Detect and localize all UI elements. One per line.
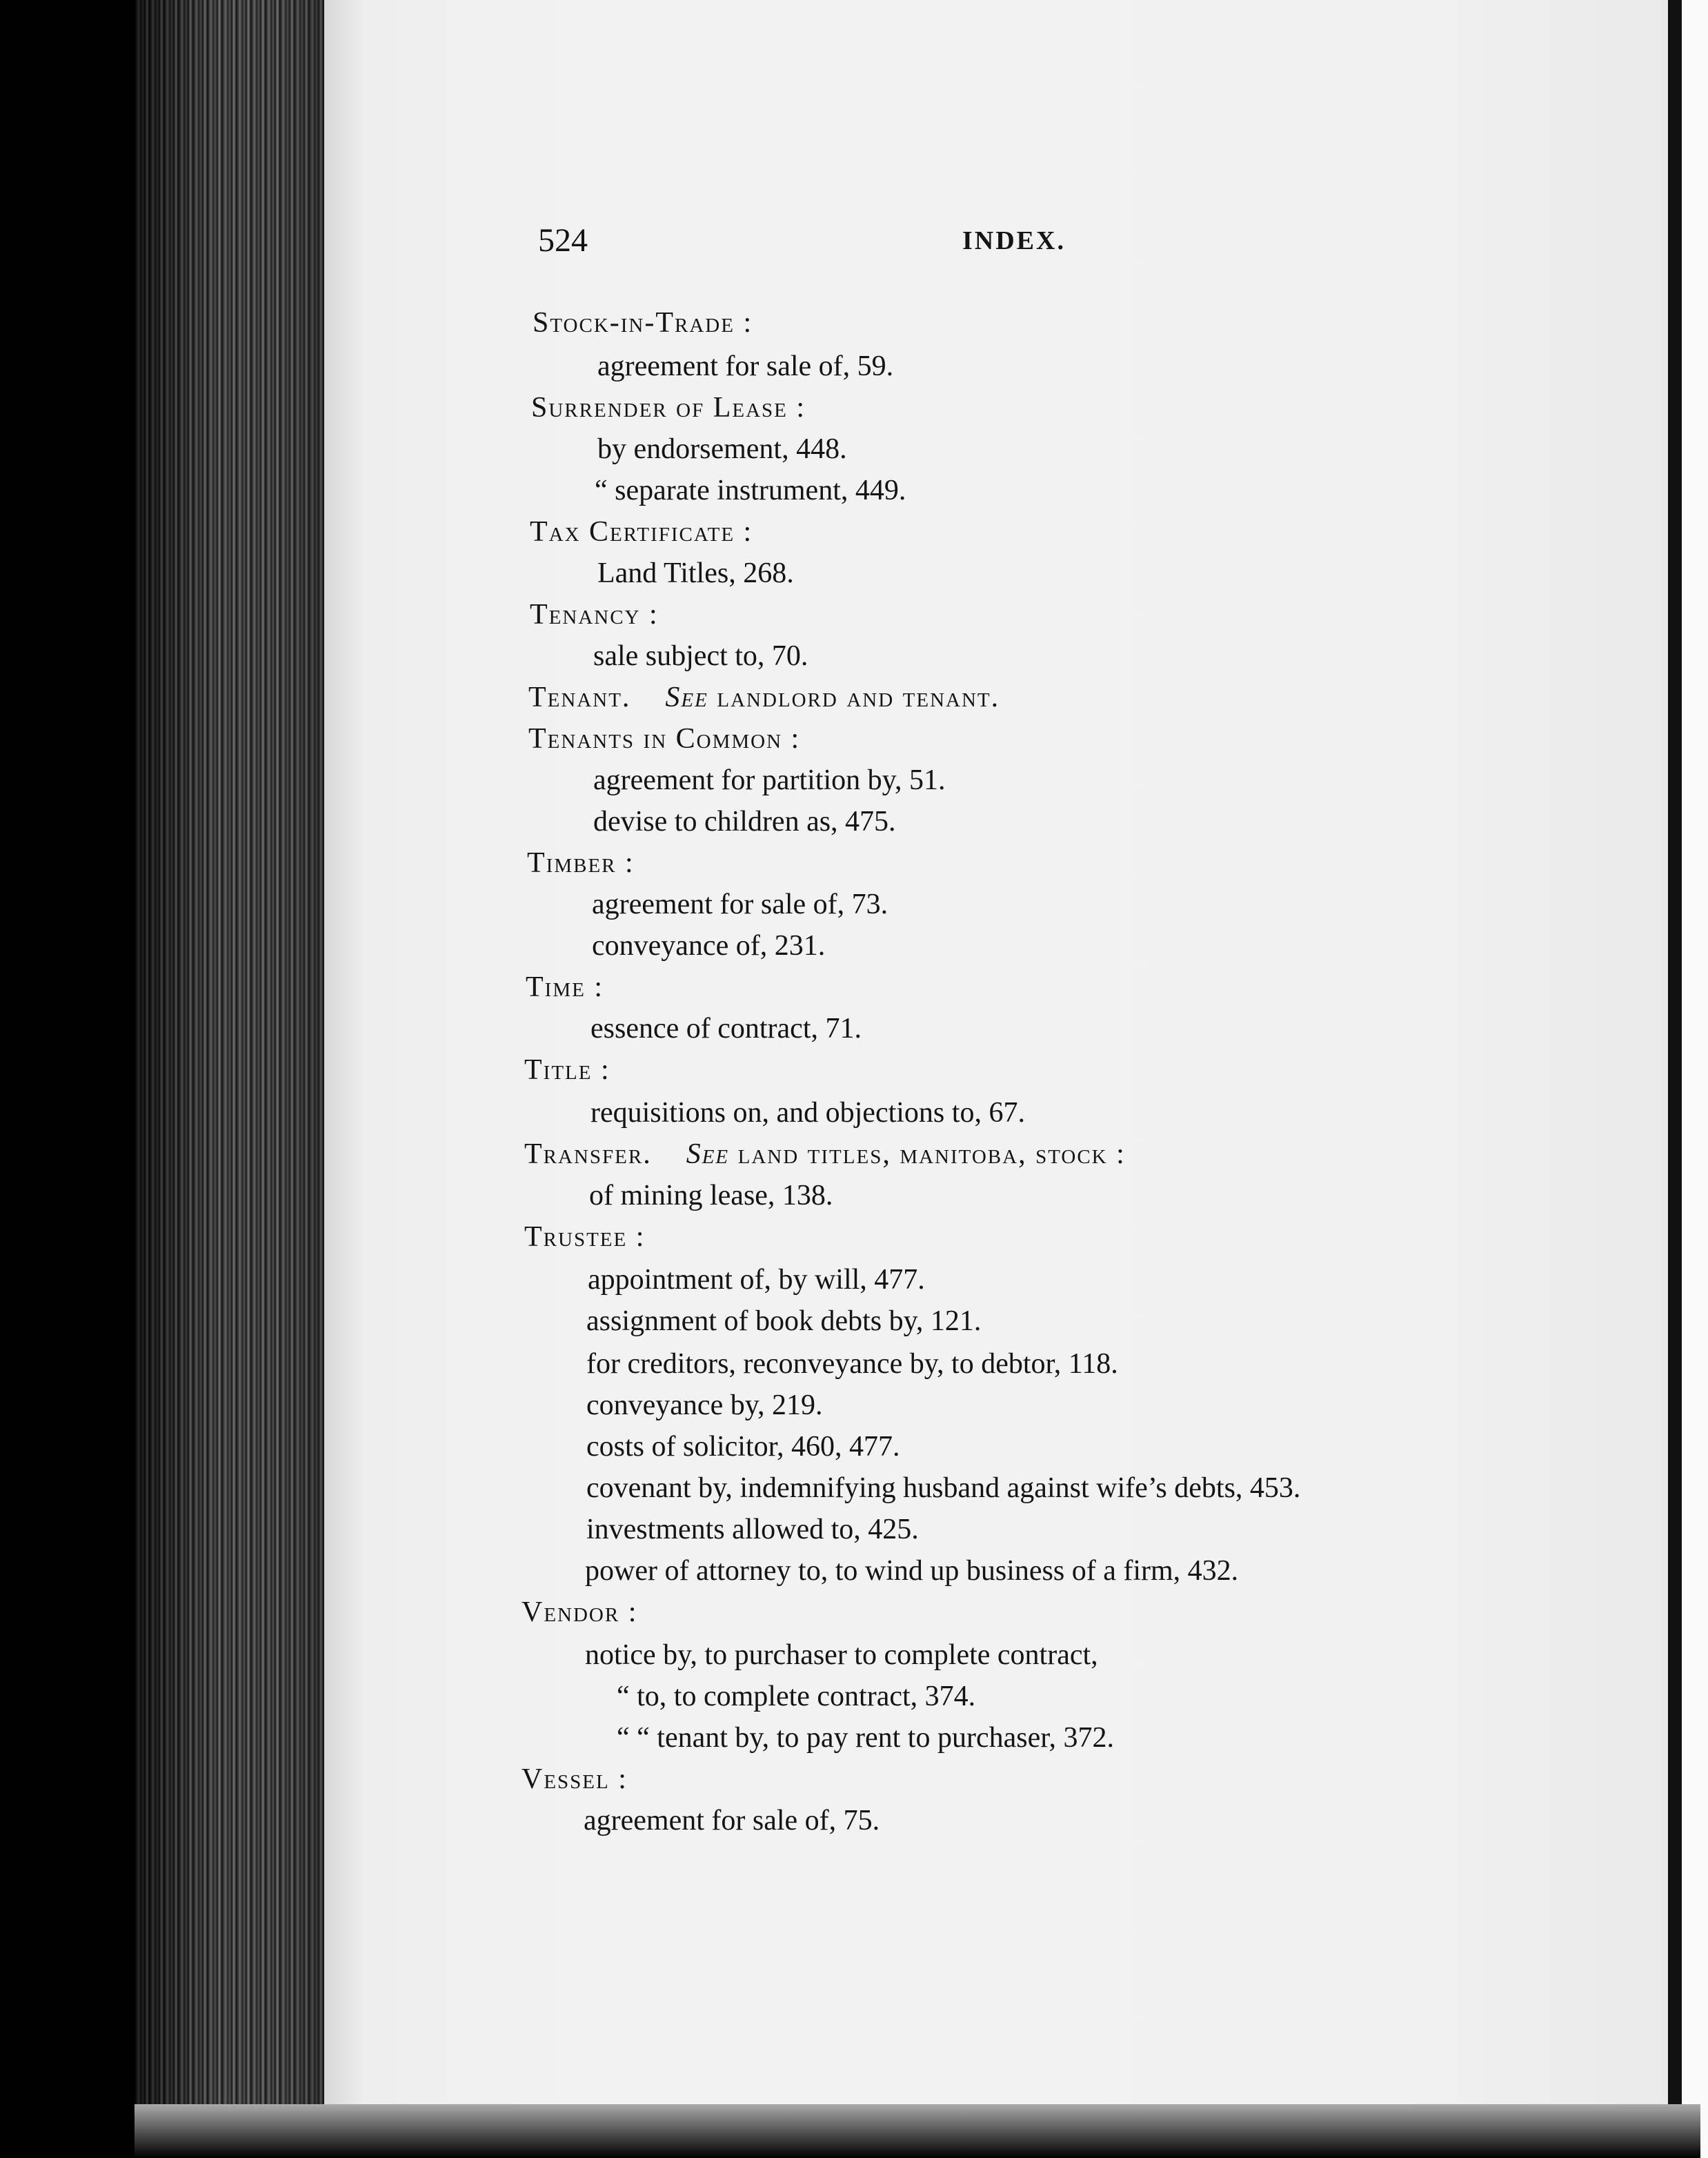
index-subentry: Land Titles, 268. [597, 557, 794, 589]
index-subentry: “ separate instrument, 449. [595, 475, 906, 506]
index-subentry: agreement for partition by, 51. [593, 764, 946, 796]
index-heading: Timber : [527, 847, 635, 879]
index-heading: Tenants in Common : [528, 723, 801, 755]
index-subentry: notice by, to purchaser to complete contract, [585, 1639, 1098, 1671]
index-subentry: covenant by, indemnifying husband against wife’s debts, 453. [586, 1472, 1301, 1504]
index-subentry: conveyance by, 219. [586, 1389, 823, 1421]
index-heading: Trustee : [524, 1221, 646, 1253]
index-heading: Time : [526, 971, 604, 1003]
index-subentry: devise to children as, 475. [593, 806, 896, 838]
index-heading: Transfer. See land titles, manitoba, stock : [524, 1138, 1126, 1170]
index-heading: Tenancy : [530, 599, 659, 631]
index-subentry: agreement for sale of, 75. [584, 1805, 880, 1837]
index-subentry: conveyance of, 231. [592, 930, 826, 962]
index-heading: Tenant. See landlord and tenant. [528, 682, 1000, 713]
index-heading: Title : [524, 1054, 610, 1086]
index-heading: Vessel : [522, 1763, 628, 1795]
index-subentry: assignment of book debts by, 121. [586, 1305, 982, 1337]
index-subentry: costs of solicitor, 460, 477. [586, 1431, 900, 1463]
running-head: INDEX. [962, 226, 1066, 255]
index-heading: Surrender of Lease : [531, 392, 806, 424]
index-subentry: requisitions on, and objections to, 67. [590, 1097, 1025, 1129]
index-subentry: of mining lease, 138. [589, 1180, 833, 1211]
index-subentry: agreement for sale of, 73. [592, 889, 888, 920]
index-subentry: for creditors, reconveyance by, to debtor, 118. [586, 1348, 1118, 1380]
index-subentry: power of attorney to, to wind up business of a firm, 432. [585, 1555, 1239, 1587]
index-heading: Tax Certificate : [530, 516, 753, 548]
index-subentry: essence of contract, 71. [590, 1013, 862, 1045]
page-number: 524 [538, 222, 588, 259]
index-subentry: by endorsement, 448. [597, 433, 847, 465]
index-heading: Stock-in-Trade : [533, 307, 753, 339]
index-subentry: sale subject to, 70. [593, 640, 808, 672]
index-subentry: appointment of, by will, 477. [588, 1264, 925, 1296]
index-subentry: investments allowed to, 425. [586, 1514, 919, 1545]
index-subentry: “ “ tenant by, to pay rent to purchaser, 372. [617, 1722, 1115, 1754]
index-subentry: agreement for sale of, 59. [597, 350, 894, 382]
index-heading: Vendor : [522, 1596, 638, 1628]
index-subentry: “ to, to complete contract, 374. [617, 1681, 976, 1712]
